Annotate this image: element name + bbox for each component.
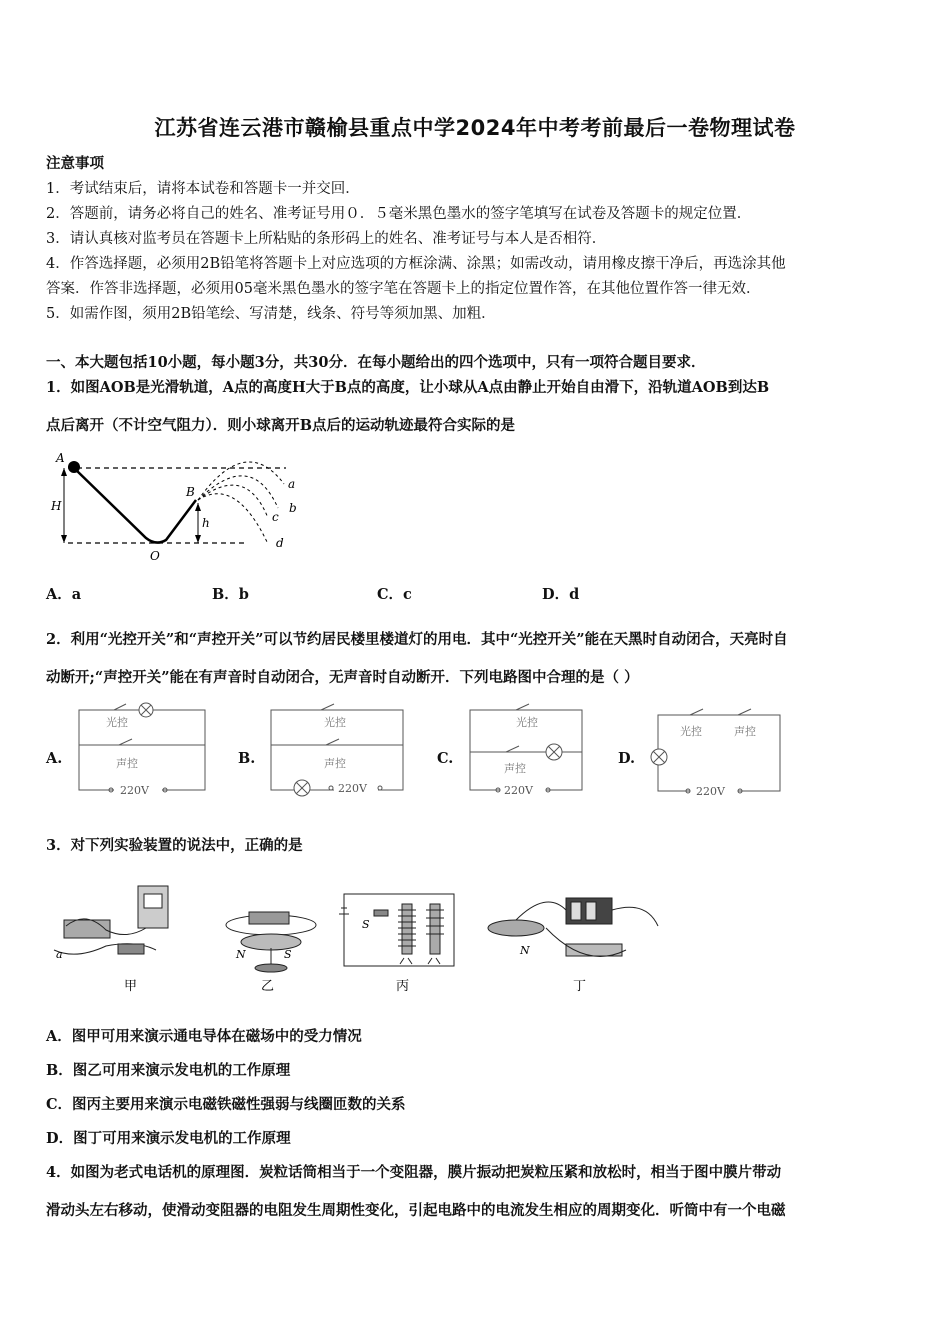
q3-option[interactable]: C．图丙主要用来演示电磁铁磁性强弱与线圈匝数的关系 xyxy=(46,1096,406,1113)
q2-circuit-B xyxy=(266,700,408,798)
notice-item: 2．答题前，请务必将自己的姓名、准考证号用０．５毫米黑色墨水的签字笔填写在试卷及答题卡的规定位置． xyxy=(46,206,752,222)
label-H: H xyxy=(51,499,62,513)
notice-item: 4．作答选择题，必须用2B铅笔将答题卡上对应选项的方框涂满、涂黑；如需改动，请用橡皮擦干净后，再选涂其他 xyxy=(46,256,786,272)
apparatus-jia xyxy=(54,886,168,954)
label-B: B xyxy=(186,485,195,499)
label-b: b xyxy=(289,501,297,515)
caption-yi: 乙 xyxy=(261,979,275,994)
section-heading: 一、本大题包括10小题，每小题3分，共30分．在每小题给出的四个选项中，只有一项符合题目要求． xyxy=(46,354,706,371)
q2-circuit-D xyxy=(650,705,784,797)
voltage-label: 220V xyxy=(696,785,725,797)
q3-option[interactable]: A．图甲可用来演示通电导体在磁场中的受力情况 xyxy=(46,1028,362,1045)
label-h: h xyxy=(202,516,210,530)
notice-heading: 注意事项 xyxy=(46,155,104,172)
mark-a: a xyxy=(56,948,63,961)
notice-item: 3．请认真核对监考员在答题卡上所粘贴的条形码上的姓名、准考证号与本人是否相符． xyxy=(46,231,607,247)
q2-circuit-A xyxy=(74,700,210,798)
page-title: 江苏省连云港市赣榆县重点中学2024年中考考前最后一卷物理试卷 xyxy=(154,116,796,140)
sound-switch-label: 声控 xyxy=(116,757,138,770)
q2-stem-line2: 动断开;“声控开关”能在有声音时自动闭合，无声音时自动断开．下列电路图中合理的是（ ） xyxy=(46,669,639,686)
q2-option-A-label[interactable]: A. xyxy=(46,750,63,767)
q1-stem-line2: 点后离开（不计空气阻力）．则小球离开B点后的运动轨迹最符合实际的是 xyxy=(46,417,516,434)
q1-option[interactable]: A．a xyxy=(46,586,82,603)
q3-stem: 3．对下列实验装置的说法中，正确的是 xyxy=(46,837,303,854)
q2-option-D-label[interactable]: D. xyxy=(618,750,636,767)
q2-stem-line1: 2．利用“光控开关”和“声控开关”可以节约居民楼里楼道灯的用电．其中“光控开关”能在天黑时自动闭合，天亮时自 xyxy=(46,631,788,648)
notice-item: 5．如需作图，须用2B铅笔绘、写清楚，线条、符号等须加黑、加粗． xyxy=(46,306,496,322)
apparatus-bing xyxy=(339,894,454,966)
q2-circuit-C xyxy=(466,700,586,800)
mark-S: S xyxy=(284,948,292,961)
q4-stem-line1: 4．如图为老式电话机的原理图．炭粒话筒相当于一个变阻器，膜片振动把炭粒压紧和放松时，相当于图中膜片带动 xyxy=(46,1164,782,1181)
light-switch-label: 光控 xyxy=(680,725,702,738)
apparatus-ding xyxy=(488,898,658,956)
light-switch-label: 光控 xyxy=(324,716,346,729)
caption-ding: 丁 xyxy=(573,979,587,994)
mark-switch-S: S xyxy=(362,918,370,931)
q3-apparatus-figure xyxy=(46,880,676,995)
sound-switch-label: 声控 xyxy=(324,757,346,770)
q1-option[interactable]: D．d xyxy=(542,586,580,603)
q3-option[interactable]: B．图乙可用来演示发电机的工作原理 xyxy=(46,1062,291,1079)
q4-stem-line2: 滑动头左右移动，使滑动变阻器的电阻发生周期性变化，引起电路中的电流发生相应的周期变化．听筒中有一个电磁 xyxy=(46,1202,786,1219)
label-O: O xyxy=(150,549,160,563)
sound-switch-label: 声控 xyxy=(734,725,756,738)
q3-option[interactable]: D．图丁可用来演示发电机的工作原理 xyxy=(46,1130,291,1147)
q2-option-B-label[interactable]: B. xyxy=(238,750,256,767)
notice-item: 1．考试结束后，请将本试卷和答题卡一并交回． xyxy=(46,181,360,197)
label-A: A xyxy=(56,451,65,465)
voltage-label: 220V xyxy=(504,784,533,797)
q1-option[interactable]: B．b xyxy=(212,586,249,603)
label-d: d xyxy=(276,536,284,550)
voltage-label: 220V xyxy=(120,784,149,797)
label-c: c xyxy=(272,510,279,524)
mark-N: N xyxy=(236,948,246,961)
q2-option-C-label[interactable]: C. xyxy=(437,750,454,767)
label-a: a xyxy=(288,477,296,491)
light-switch-label: 光控 xyxy=(516,716,538,729)
q1-track-figure xyxy=(46,448,306,563)
apparatus-yi xyxy=(226,912,316,972)
light-switch-label: 光控 xyxy=(106,716,128,729)
q1-option[interactable]: C．c xyxy=(377,586,412,603)
notice-item: 答案．作答非选择题，必须用05毫米黑色墨水的签字笔在答题卡上的指定位置作答，在其他位置作答一律无效． xyxy=(46,281,761,297)
caption-bing: 丙 xyxy=(396,979,410,994)
voltage-label: 220V xyxy=(338,782,367,795)
caption-jia: 甲 xyxy=(124,979,138,994)
sound-switch-label: 声控 xyxy=(504,762,526,775)
q1-stem-line1: 1．如图AOB是光滑轨道，A点的高度H大于B点的高度，让小球从A点由静止开始自由滑下，沿轨道AOB到达B xyxy=(46,379,770,396)
mark-N2: N xyxy=(520,944,530,957)
